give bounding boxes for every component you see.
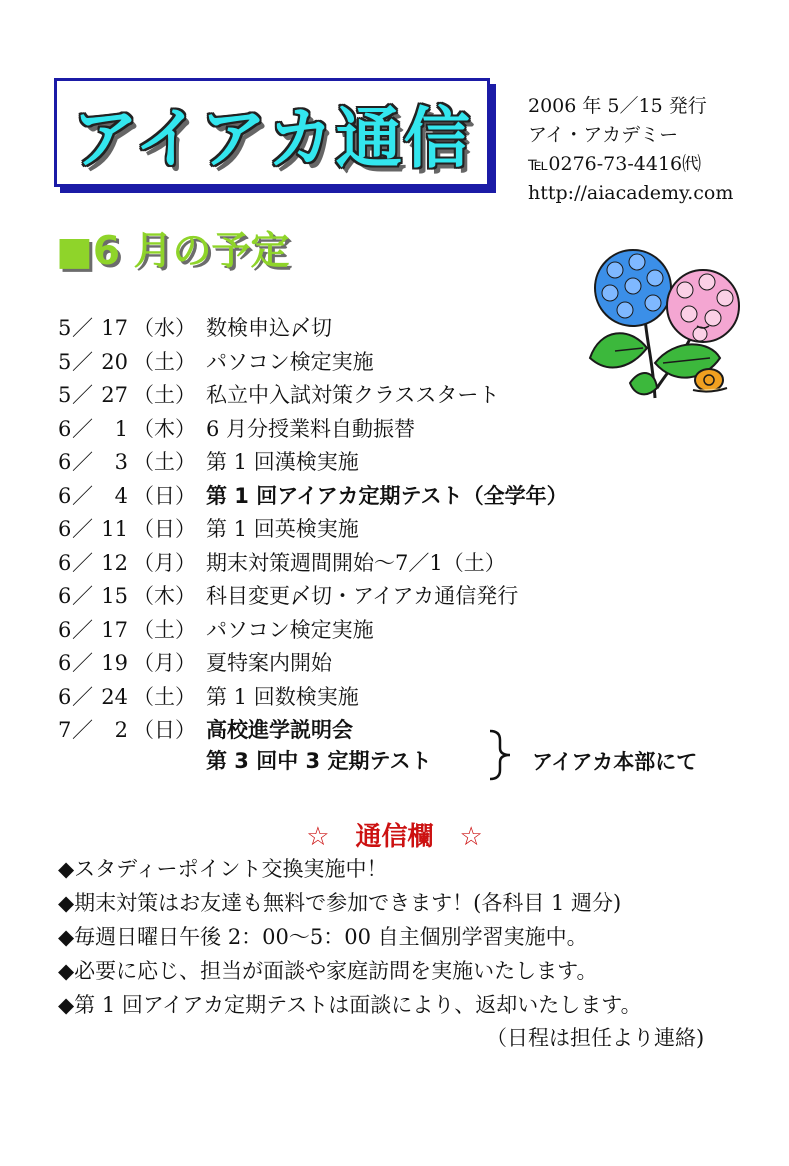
schedule-month: 5	[58, 316, 72, 340]
schedule-weekday: （土）	[133, 349, 196, 374]
schedule-weekday: （木）	[133, 416, 196, 441]
date-separator: ／	[72, 584, 93, 608]
schedule-item	[58, 580, 758, 613]
schedule-day: 11	[101, 517, 128, 541]
schedule-weekday: （土）	[133, 450, 196, 474]
schedule-weekday: （月）	[133, 651, 196, 675]
venue-label: アイアカ本部にて	[532, 750, 698, 774]
schedule-day: 15	[101, 584, 128, 608]
schedule-weekday: （土）	[133, 617, 196, 642]
schedule-event: 科目変更〆切・アイアカ通信発行	[206, 584, 519, 608]
schedule-day: 12	[101, 550, 128, 575]
header-info	[528, 92, 733, 208]
newsletter-title-box	[54, 78, 490, 187]
schedule-month: 5	[58, 383, 72, 407]
schedule-weekday: （日）	[133, 517, 196, 541]
schedule-month: 6	[58, 617, 72, 642]
schedule-item	[58, 647, 758, 680]
schedule-weekday: （土）	[133, 383, 196, 407]
date-separator: ／	[72, 450, 93, 474]
date-separator: ／	[72, 383, 93, 407]
schedule-event: 第 1 回アイアカ定期テスト（全学年）	[206, 483, 568, 508]
organization-name: アイ・アカデミー	[528, 124, 679, 146]
date-separator: ／	[72, 684, 93, 709]
schedule-item	[58, 714, 758, 747]
schedule-month: 6	[58, 684, 72, 709]
schedule-day: 27	[101, 383, 128, 407]
schedule-item	[58, 681, 758, 714]
schedule-event: 数検申込〆切	[206, 316, 332, 340]
date-separator: ／	[72, 718, 93, 742]
date-separator: ／	[72, 483, 93, 508]
schedule-event: 第 1 回数検実施	[206, 684, 359, 709]
schedule-day: 1	[114, 416, 128, 441]
date-separator: ／	[72, 316, 93, 340]
schedule-day: 17	[101, 617, 128, 642]
date-separator: ／	[72, 651, 93, 675]
schedule-month: 6	[58, 517, 72, 541]
schedule-month: 6	[58, 416, 72, 441]
schedule-event: パソコン検定実施	[206, 349, 374, 374]
schedule-month: 6	[58, 651, 72, 675]
schedule-day: 4	[114, 483, 128, 508]
schedule-day: 2	[114, 718, 128, 742]
right-brace-icon	[484, 728, 524, 782]
schedule-day: 24	[101, 684, 128, 709]
schedule-weekday: （月）	[133, 550, 196, 575]
schedule-day: 17	[101, 316, 128, 340]
schedule-item	[58, 614, 758, 647]
schedule-event: 6 月分授業料自動振替	[206, 416, 416, 441]
schedule-weekday: （日）	[133, 483, 196, 508]
communication-item: ◆スタディーポイント交換実施中！	[58, 857, 388, 881]
date-separator: ／	[72, 349, 93, 374]
schedule-event: 第 1 回英検実施	[206, 517, 359, 541]
date-separator: ／	[72, 416, 93, 441]
schedule-item	[58, 513, 758, 546]
schedule-item	[58, 379, 758, 412]
newsletter-title: アイアカ通信	[72, 100, 472, 177]
communication-item: ◆必要に応じ、担当が面談や家庭訪問を実施いたします。	[58, 959, 598, 983]
schedule-weekday: （水）	[133, 316, 196, 340]
schedule-day: 19	[101, 651, 128, 675]
schedule-month: 5	[58, 349, 72, 374]
schedule-weekday: （日）	[133, 718, 196, 742]
schedule-month: 7	[58, 718, 72, 742]
phone-number: ℡0276‐73‐4416㈹	[528, 153, 702, 175]
schedule-month: 6	[58, 450, 72, 474]
schedule-item	[58, 346, 758, 379]
issue-date: 2006 年 5／15 発行	[528, 95, 707, 117]
schedule-day: 20	[101, 349, 128, 374]
communication-note: （日程は担任より連絡)	[486, 1026, 705, 1050]
communication-item: ◆期末対策はお友達も無料で参加できます！(各科目 1 週分)	[58, 891, 622, 915]
website-url: http://aiacademy.com	[528, 182, 734, 204]
schedule-month: 6	[58, 584, 72, 608]
schedule-extra-line: 第 3 回中 3 定期テスト	[206, 749, 432, 773]
schedule-item	[58, 446, 758, 479]
date-separator: ／	[72, 517, 93, 541]
schedule-item	[58, 312, 758, 345]
communication-item: ◆毎週日曜日午後 2：00～5：00 自主個別学習実施中。	[58, 925, 588, 949]
schedule-weekday: （土）	[133, 684, 196, 709]
schedule-event: 第 1 回漢検実施	[206, 450, 359, 474]
schedule-event: 期末対策週間開始～7／1（土）	[206, 550, 506, 575]
schedule-month: 6	[58, 550, 72, 575]
schedule-item	[58, 413, 758, 446]
date-separator: ／	[72, 617, 93, 642]
communication-heading: ☆ 通信欄 ☆	[306, 822, 483, 852]
schedule-day: 3	[114, 450, 128, 474]
schedule-event: パソコン検定実施	[206, 617, 374, 642]
schedule-event: 高校進学説明会	[206, 718, 353, 742]
schedule-heading: ■6 月の予定	[56, 229, 290, 274]
date-separator: ／	[72, 550, 93, 575]
schedule-month: 6	[58, 483, 72, 508]
schedule-event: 私立中入試対策クラススタート	[206, 383, 500, 407]
communication-item: ◆第 1 回アイアカ定期テストは面談により、返却いたします。	[58, 993, 642, 1017]
schedule-weekday: （木）	[133, 584, 196, 608]
schedule-item	[58, 480, 758, 513]
schedule-event: 夏特案内開始	[206, 651, 332, 675]
communication-list	[58, 852, 642, 1022]
schedule-item	[58, 547, 758, 580]
